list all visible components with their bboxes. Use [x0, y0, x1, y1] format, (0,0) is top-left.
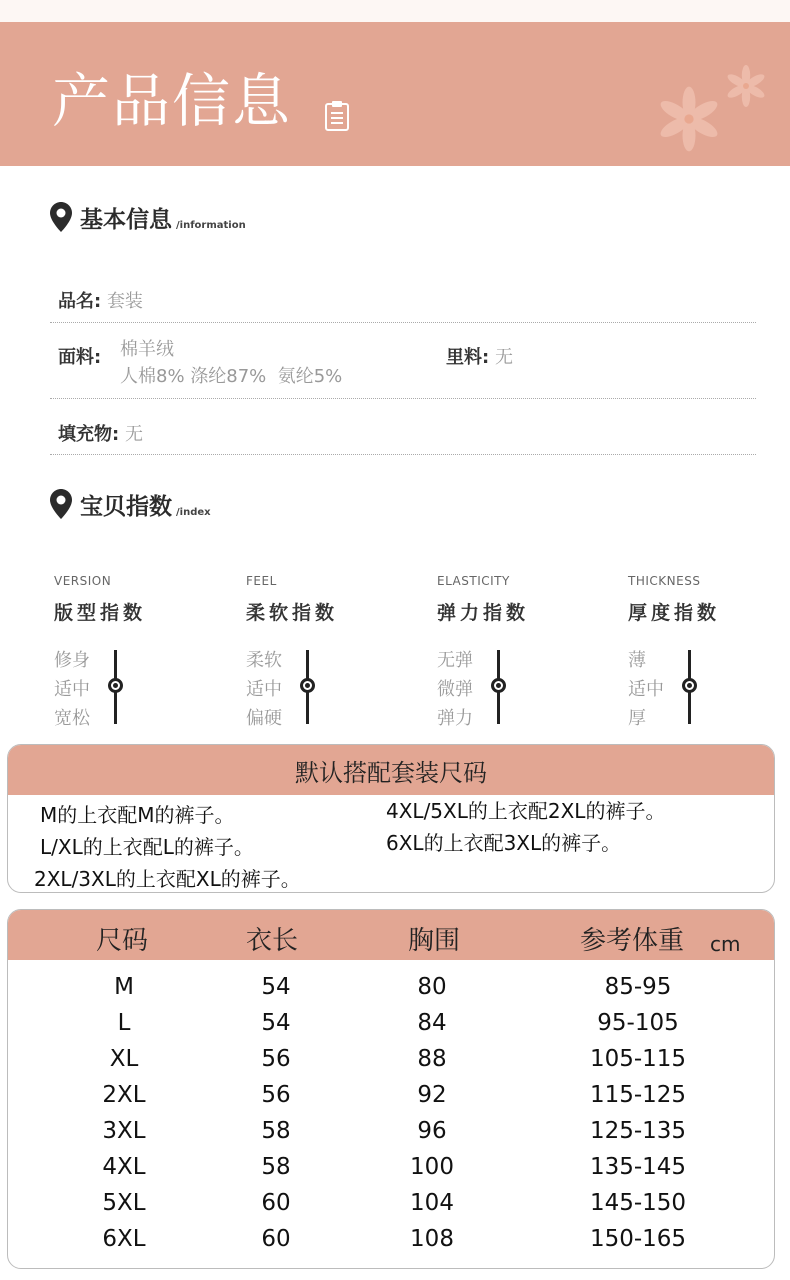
row-size: 5XL [102, 1190, 146, 1216]
index-marker [682, 678, 697, 693]
row-weight: 135-145 [589, 1154, 687, 1180]
index-en-label: FEEL [246, 574, 277, 588]
location-pin-icon [50, 202, 72, 232]
row-weight: 150-165 [589, 1226, 687, 1252]
row-size: 3XL [102, 1118, 146, 1144]
clipboard-icon [324, 100, 350, 132]
row-bust: 96 [417, 1118, 447, 1144]
index-cn-label: 版型指数 [54, 602, 147, 624]
index-levels [246, 646, 282, 733]
fabric-value-primary: 棉羊绒 [120, 339, 174, 360]
table-row [8, 1222, 774, 1258]
row-length: 56 [261, 1046, 291, 1072]
basic-info-subtitle: /information [176, 220, 246, 231]
index-en-label: ELASTICITY [437, 574, 510, 588]
row-bust: 104 [410, 1190, 454, 1216]
level-low: 柔软 [246, 650, 282, 671]
matching-line: 4XL/5XL的上衣配2XL的裤子。 [386, 799, 666, 823]
level-mid: 适中 [628, 679, 664, 700]
fabric-value-composition: 人棉8% 涤纶87% 氨纶5% [120, 366, 343, 387]
product-info-banner [0, 22, 790, 166]
level-high: 弹力 [437, 708, 473, 729]
table-row [8, 1114, 774, 1150]
matching-line: L/XL的上衣配L的裤子。 [40, 835, 254, 859]
row-length: 58 [261, 1154, 291, 1180]
header-weight: 参考体重 [580, 926, 685, 956]
level-low: 修身 [54, 650, 90, 671]
lining-value: 无 [494, 347, 513, 368]
table-row [8, 970, 774, 1006]
row-size: L [117, 1010, 131, 1036]
header-length: 衣长 [246, 926, 299, 956]
level-low: 无弹 [437, 650, 473, 671]
matching-title: 默认搭配套装尺码 [8, 745, 774, 795]
lining-row [446, 343, 513, 369]
table-row [8, 1186, 774, 1222]
banner-title: 产品信息 [52, 67, 293, 135]
basic-info-heading [50, 202, 246, 232]
index-levels [628, 646, 664, 733]
table-row [8, 1042, 774, 1078]
top-strip [0, 0, 790, 22]
filling-label: 填充物: [58, 424, 120, 445]
index-subtitle: /index [176, 507, 211, 518]
level-mid: 适中 [246, 679, 282, 700]
matching-line: 2XL/3XL的上衣配XL的裤子。 [34, 867, 301, 891]
row-weight: 105-115 [589, 1046, 687, 1072]
row-length: 54 [261, 1010, 291, 1036]
index-marker [300, 678, 315, 693]
row-bust: 100 [410, 1154, 454, 1180]
table-row [8, 1150, 774, 1186]
matching-left-list [34, 799, 301, 893]
level-high: 宽松 [54, 708, 90, 729]
row-length: 60 [261, 1226, 291, 1252]
table-row [8, 1006, 774, 1042]
level-high: 厚 [628, 708, 646, 729]
basic-info-title: 基本信息 [80, 207, 172, 233]
fabric-label: 面料: [58, 347, 102, 368]
row-size: XL [109, 1046, 139, 1072]
row-length: 54 [261, 974, 291, 1000]
size-table [7, 909, 775, 1269]
index-feel [246, 574, 426, 729]
row-size: M [114, 974, 134, 1000]
divider [50, 322, 756, 323]
flower-decoration-icon [652, 82, 726, 156]
index-heading [50, 489, 211, 519]
row-length: 58 [261, 1118, 291, 1144]
default-matching-box [7, 744, 775, 893]
row-size: 6XL [102, 1226, 146, 1252]
row-weight: 125-135 [589, 1118, 687, 1144]
filling-value: 无 [124, 424, 143, 445]
row-weight: 115-125 [589, 1082, 687, 1108]
row-length: 60 [261, 1190, 291, 1216]
table-row [8, 1078, 774, 1114]
divider [50, 454, 756, 455]
level-mid: 微弹 [437, 679, 473, 700]
index-marker [108, 678, 123, 693]
lining-label: 里料: [446, 347, 490, 368]
index-levels [437, 646, 473, 733]
index-title: 宝贝指数 [80, 494, 172, 520]
row-bust: 84 [417, 1010, 447, 1036]
header-bust: 胸围 [408, 926, 461, 956]
row-size: 4XL [102, 1154, 146, 1180]
index-version [54, 574, 234, 729]
row-length: 56 [261, 1082, 291, 1108]
index-levels [54, 646, 90, 733]
row-bust: 88 [417, 1046, 447, 1072]
index-elasticity [437, 574, 617, 729]
row-size: 2XL [102, 1082, 146, 1108]
location-pin-icon [50, 489, 72, 519]
matching-line: 6XL的上衣配3XL的裤子。 [386, 831, 622, 855]
divider [50, 398, 756, 399]
product-name-row [58, 287, 143, 313]
filling-row [58, 420, 143, 446]
index-cn-label: 厚度指数 [628, 602, 721, 624]
index-cn-label: 柔软指数 [246, 602, 339, 624]
row-bust: 108 [410, 1226, 454, 1252]
product-name-value: 套装 [106, 291, 143, 312]
index-cn-label: 弹力指数 [437, 602, 530, 624]
row-weight: 95-105 [597, 1010, 679, 1036]
index-en-label: VERSION [54, 574, 112, 588]
row-bust: 92 [417, 1082, 447, 1108]
fabric-values [120, 336, 342, 390]
fabric-row [58, 343, 101, 369]
small-flower-decoration-icon [722, 62, 770, 110]
level-low: 薄 [628, 650, 646, 671]
index-marker [491, 678, 506, 693]
index-en-label: THICKNESS [628, 574, 701, 588]
row-bust: 80 [417, 974, 447, 1000]
header-size: 尺码 [96, 926, 149, 956]
matching-line: M的上衣配M的裤子。 [40, 803, 235, 827]
level-mid: 适中 [54, 679, 90, 700]
header-unit: cm [710, 932, 741, 956]
level-high: 偏硬 [246, 708, 282, 729]
row-weight: 85-95 [604, 974, 672, 1000]
index-thickness [628, 574, 790, 729]
row-weight: 145-150 [589, 1190, 687, 1216]
matching-right-list [386, 795, 665, 859]
product-name-label: 品名: [58, 291, 102, 312]
size-table-header [8, 910, 774, 960]
size-table-body [8, 960, 774, 1258]
